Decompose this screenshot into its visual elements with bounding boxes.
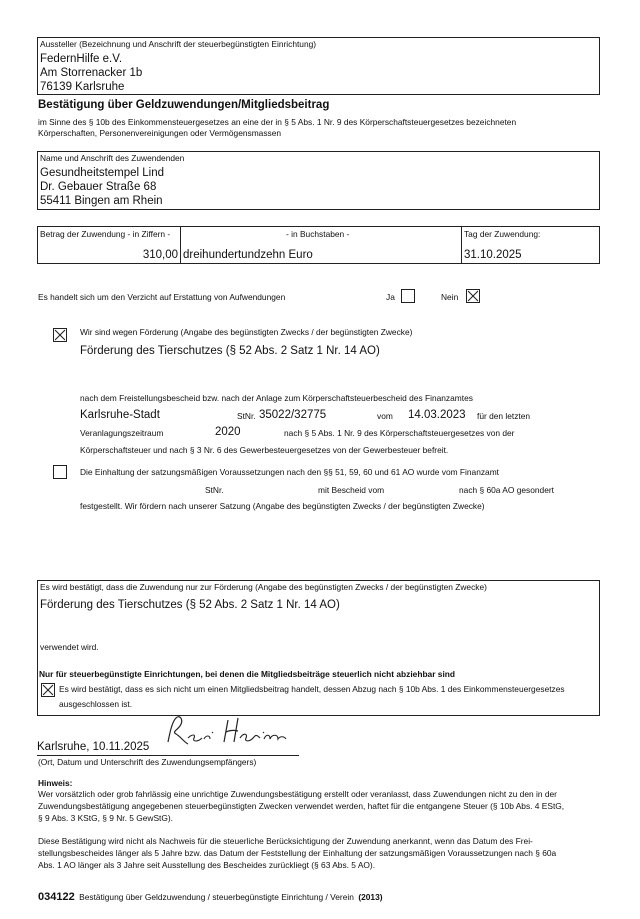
- option1-intro: nach dem Freistellungsbescheid bzw. nach der Anlage zum Körperschaftsteuerbescheid des Finanzamtes: [80, 393, 473, 403]
- waiver-yes-checkbox[interactable]: [401, 289, 415, 303]
- notice-p2-line1: Diese Bestätigung wird nicht als Nachweis für die steuerliche Berücksichtigung der Zuwendung anerkannt, wenn das Datum des Frei-: [38, 836, 533, 846]
- issuer-name: FedernHilfe e.V.: [40, 53, 123, 65]
- membership-heading: Nur für steuerbegünstigte Einrichtungen, bei denen die Mitgliedsbeiträge steuerlich nicht abziehbar sind: [39, 669, 456, 679]
- amount-date-label: Tag der Zuwendung:: [464, 229, 541, 239]
- option1-nach-text: nach § 5 Abs. 1 Nr. 9 des Körperschaftsteuergesetzes von der: [284, 428, 515, 438]
- footer-code: 034122: [38, 891, 75, 903]
- notice-p2-line2: stellungsbescheides länger als 5 Jahre bzw. das Datum der Feststellung der Einhaltung der satzungsmäßigen Voraussetzungen nach § 60a: [38, 848, 557, 858]
- option1-purpose: Förderung des Tierschutzes (§ 52 Abs. 2 Satz 1 Nr. 14 AO): [80, 345, 380, 357]
- option1-text: Wir sind wegen Förderung (Angabe des begünstigten Zwecks / der begünstigten Zwecke): [80, 327, 413, 337]
- page-title: Bestätigung über Geldzuwendungen/Mitgliedsbeitrag: [38, 99, 330, 111]
- option1-stnr: 35022/32775: [259, 409, 327, 421]
- option1-stnr-label: StNr.: [237, 411, 256, 421]
- donor-label: Name und Anschrift des Zuwendenden: [40, 153, 185, 163]
- membership-text-line1: Es wird bestätigt, dass es sich nicht um einen Mitgliedsbeitrag handelt, dessen Abzug nach § 10b Abs. 1 des Einkommensteuergesetzes: [59, 684, 565, 694]
- amount-date: 31.10.2025: [464, 249, 522, 261]
- checkmark-x-icon: [54, 329, 66, 341]
- option2-festgestellt: festgestellt. Wir fördern nach unserer Satzung (Angabe des begünstigten Zwecks / der begünstigten Zwecke): [80, 501, 485, 511]
- notice-p1-line2: Zuwendungsbestätigung angegebenen steuerbegünstigten Zwecken verwendet werden, haftet für die entgangene Steuer (§ 10b Abs. 4 EStG,: [38, 801, 565, 811]
- option1-checkbox[interactable]: [53, 328, 67, 342]
- confirmation-box: [37, 580, 600, 663]
- subtitle-line2: Körperschaften, Personenvereinigungen oder Vermögensmassen: [38, 128, 282, 138]
- signature-place-date: Karlsruhe, 10.11.2025: [37, 741, 150, 753]
- issuer-street: Am Storrenacker 1b: [40, 67, 143, 79]
- donor-name: Gesundheitstempel Lind: [40, 167, 165, 179]
- membership-checkbox[interactable]: [41, 683, 55, 697]
- membership-text-line2: ausgeschlossen ist.: [59, 699, 133, 709]
- confirmation-verwendet: verwendet wird.: [40, 642, 99, 652]
- notice-heading: Hinweis:: [38, 778, 73, 788]
- issuer-city: 76139 Karlsruhe: [40, 81, 125, 93]
- checkmark-x-icon: [42, 684, 54, 696]
- option1-vom-date: 14.03.2023: [408, 409, 466, 421]
- waiver-no-checkbox[interactable]: [466, 289, 480, 303]
- issuer-label: Aussteller (Bezeichnung und Anschrift der steuerbegünstigten Einrichtung): [40, 39, 317, 49]
- confirmation-label: Es wird bestätigt, dass die Zuwendung nur zur Förderung (Angabe des begünstigten Zwecks / der begünstigten Zwecke): [40, 582, 487, 592]
- amount-table: [37, 226, 600, 264]
- notice-p1-line3: § 9 Abs. 3 KStG, § 9 Nr. 5 GewStG).: [38, 813, 173, 823]
- footer: [38, 887, 383, 905]
- amount-digits: 310,00: [142, 249, 178, 261]
- option1-befreit-text: Körperschaftsteuer und nach § 3 Nr. 6 des Gewerbesteuergesetzes von der Gewerbesteuer befreit.: [80, 445, 449, 455]
- option2-stnr-label: StNr.: [205, 485, 224, 495]
- amount-digits-label: Betrag der Zuwendung - in Ziffern -: [40, 229, 171, 239]
- confirmation-purpose: Förderung des Tierschutzes (§ 52 Abs. 2 Satz 1 Nr. 14 AO): [40, 599, 340, 611]
- option2-text: Die Einhaltung der satzungsmäßigen Voraussetzungen nach den §§ 51, 59, 60 und 61 AO wurde vom Finanzamt: [80, 467, 500, 477]
- option1-finanzamt: Karlsruhe-Stadt: [80, 409, 160, 421]
- donor-city: 55411 Bingen am Rhein: [40, 195, 163, 207]
- amount-words: dreihundertundzehn Euro: [183, 249, 313, 261]
- waiver-yes-label: Ja: [386, 292, 395, 302]
- donor-street: Dr. Gebauer Straße 68: [40, 181, 157, 193]
- option2-checkbox[interactable]: [53, 465, 67, 479]
- subtitle-line1: im Sinne des § 10b des Einkommensteuergesetzes an eine der in § 5 Abs. 1 Nr. 9 des Körperschaftsteuergesetzes bezeichneten: [38, 117, 517, 127]
- notice-p2-line3: Abs. 1 AO länger als 3 Jahre seit Ausstellung des Bescheides zurückliegt (§ 63 Abs. 5 AO).: [38, 860, 376, 870]
- option2-bescheid-label: mit Bescheid vom: [318, 485, 385, 495]
- footer-year: (2013): [358, 892, 383, 902]
- option1-veranlagung-label: Veranlagungszeitraum: [80, 428, 164, 438]
- footer-text: Bestätigung über Geldzuwendung / steuerbegünstigte Einrichtung / Verein: [79, 892, 354, 902]
- waiver-no-label: Nein: [441, 292, 459, 302]
- donor-box: [37, 151, 600, 210]
- signature-caption: (Ort, Datum und Unterschrift des Zuwendungsempfängers): [38, 757, 257, 767]
- checkmark-x-icon: [467, 290, 479, 302]
- issuer-box: [37, 37, 600, 95]
- option1-year: 2020: [215, 426, 241, 438]
- amount-words-label: - in Buchstaben -: [286, 229, 350, 239]
- option2-nach60a: nach § 60a AO gesondert: [459, 485, 554, 495]
- option1-fuer-letzten: für den letzten: [477, 411, 531, 421]
- option1-vom-label: vom: [377, 411, 393, 421]
- waiver-text: Es handelt sich um den Verzicht auf Erstattung von Aufwendungen: [38, 292, 286, 302]
- notice-p1-line1: Wer vorsätzlich oder grob fahrlässig eine unrichtige Zuwendungsbestätigung erstellt oder veranlasst, dass Zuwendungen nicht zu den in der: [38, 789, 557, 799]
- signature-image: [160, 712, 290, 752]
